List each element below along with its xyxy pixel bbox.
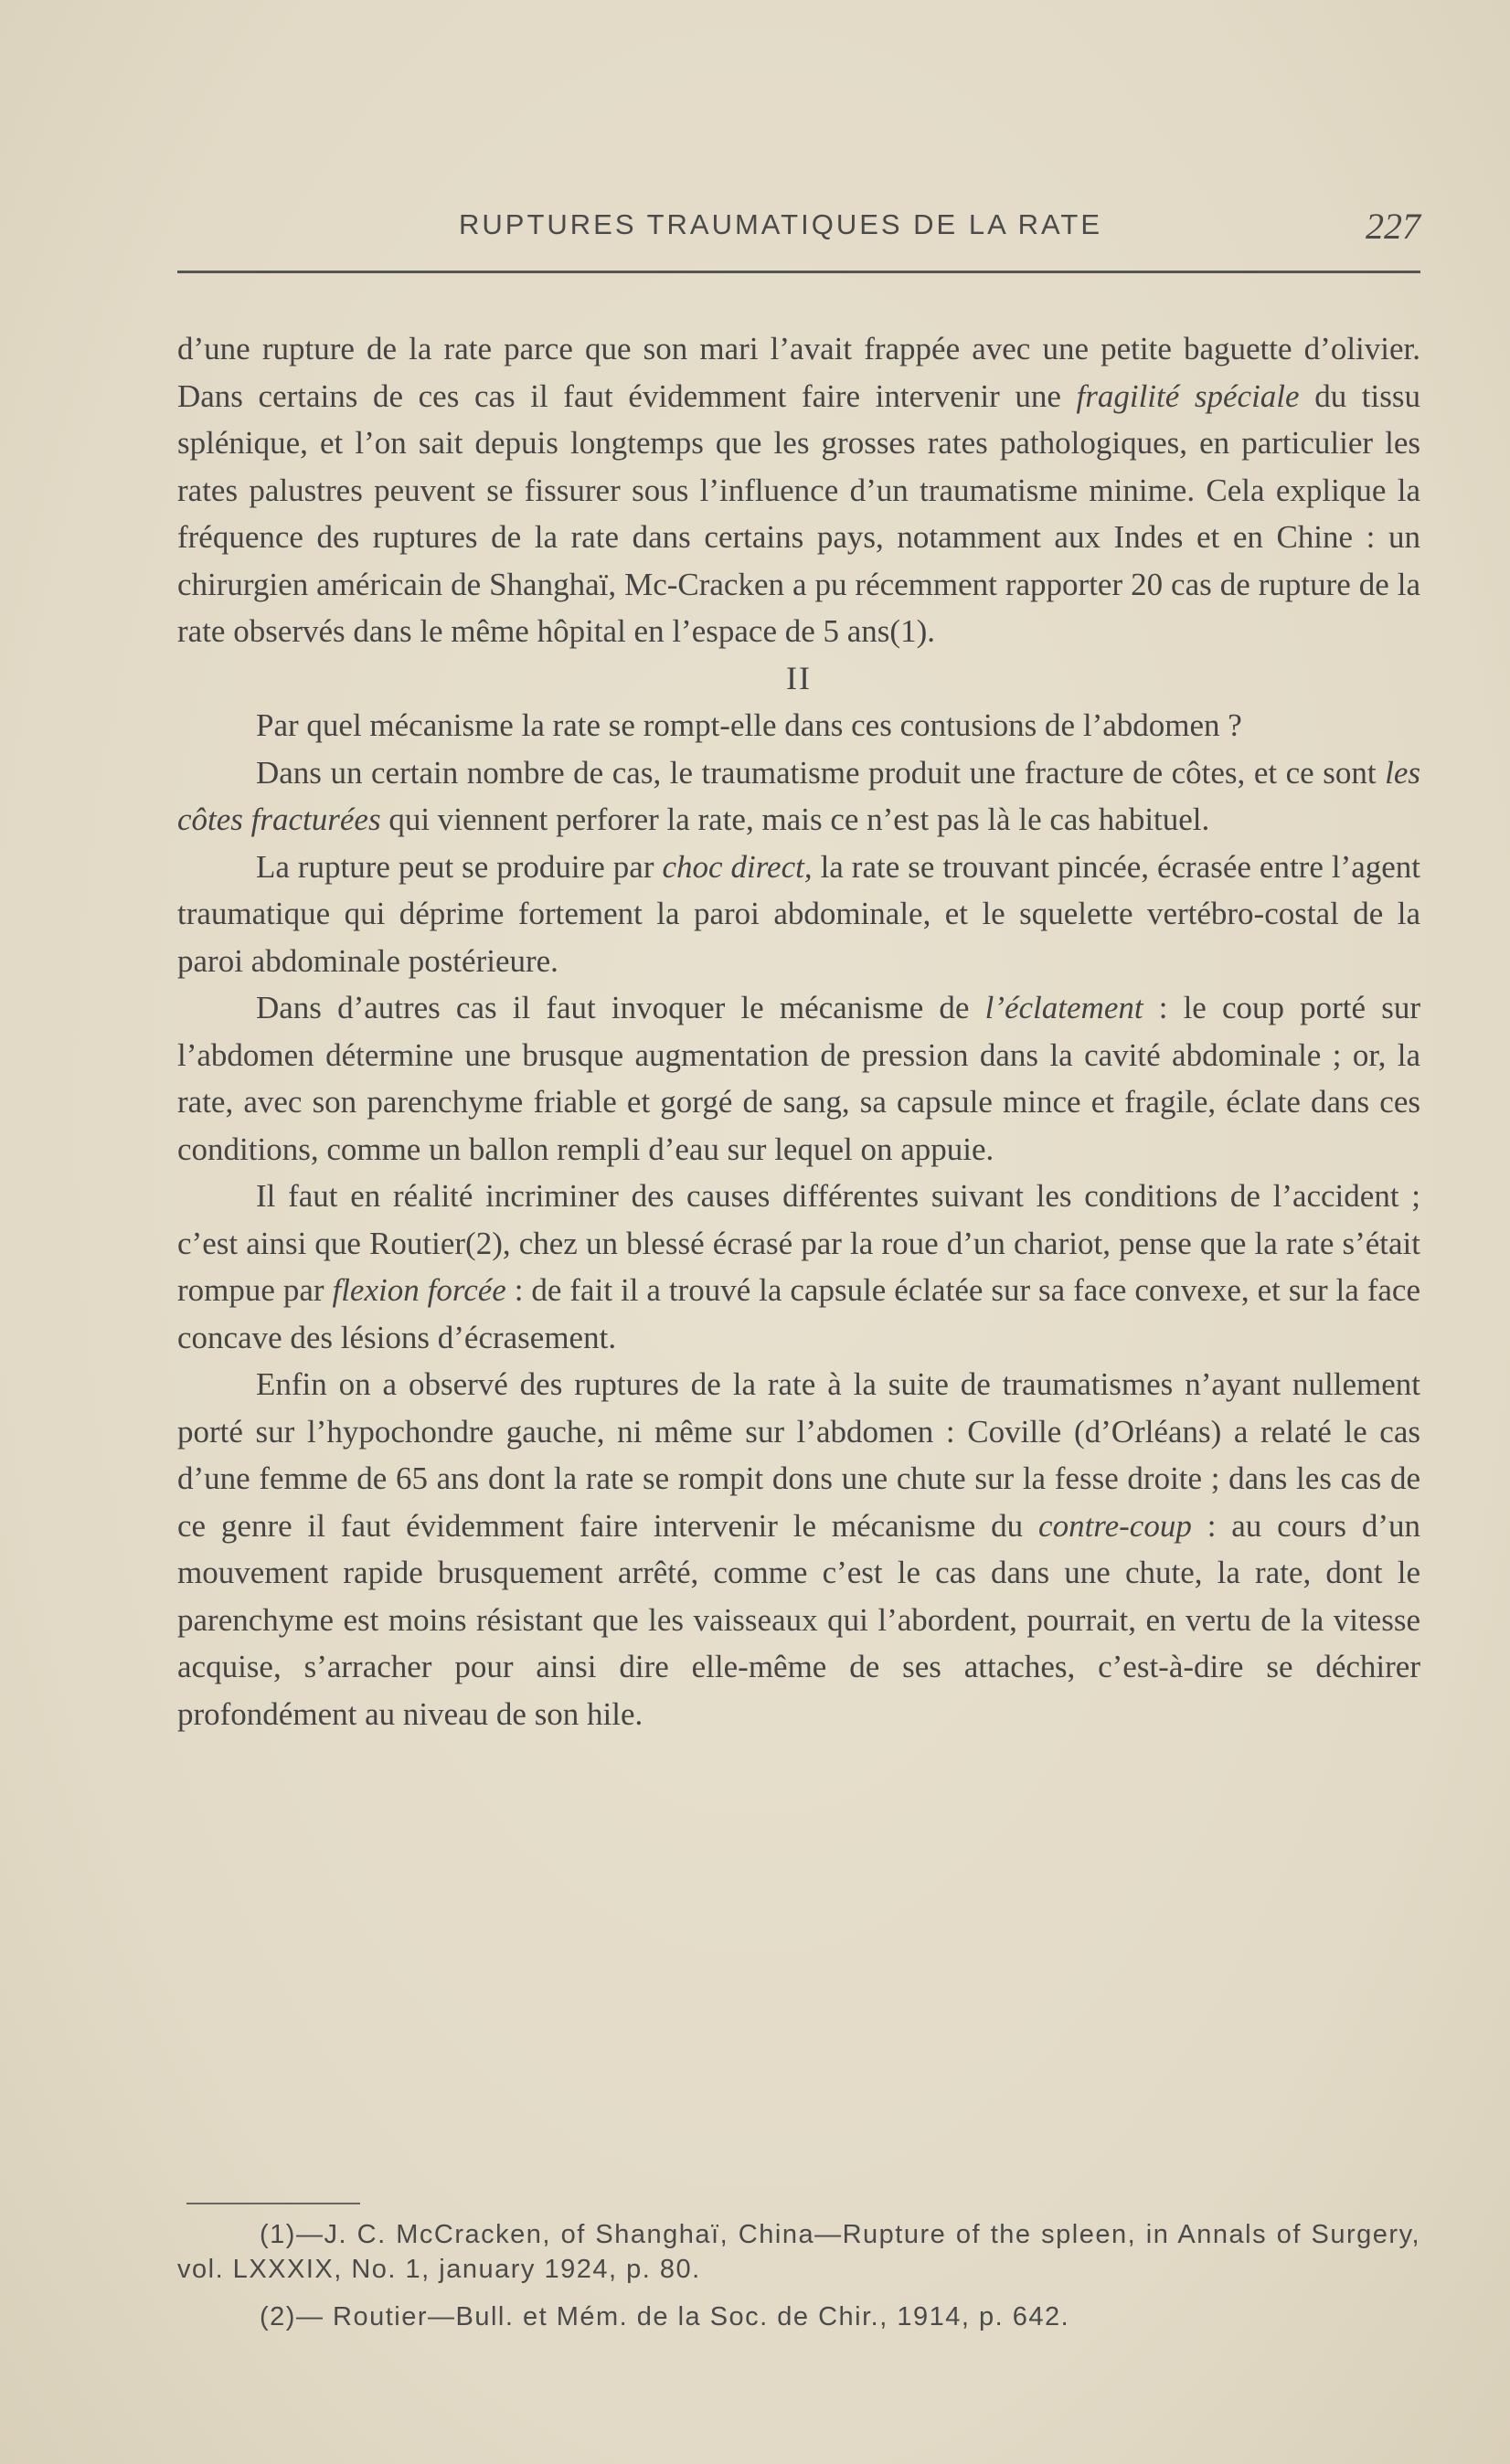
paragraph-7-end: : au cours d’un mouvement rapide brusquement arrêté, comme c’est le cas dans une chute, la rate, dont le parenchyme est moins résistant que les vaisseaux qui l’abordent, pourrait, en vertu de la vitesse acquise, s’arracher pour ainsi dire elle-même de ses attaches, c’est-à-dire se déchirer profondément au niveau de son hile.: [177, 1507, 1420, 1732]
paragraph-2: Par quel mécanisme la rate se rompt-elle dans ces contusions de l’abdomen ?: [256, 707, 1242, 743]
paragraph-3-emphasis: les côtes fracturées: [177, 754, 1420, 837]
paragraph-6-emphasis: flexion forcée: [332, 1272, 506, 1308]
paragraph-7-emphasis: contre-coup: [1038, 1507, 1192, 1544]
running-title: RUPTURES TRAUMATIQUES DE LA RATE: [459, 208, 1103, 240]
paragraph-4-emphasis: choc direct,: [662, 848, 813, 885]
paragraph-5-emphasis: l’éclatement: [984, 990, 1143, 1025]
paragraph-4-end: la rate se trouvant pincée, écrasée entre l’agent traumatique qui déprime fortement la paroi abdominale, et le squelette vertébro-costal de la paroi abdominale postérieure.: [177, 848, 1420, 979]
header-rule: [177, 271, 1420, 273]
footnote-1: (1)—J. C. McCracken, of Shanghaï, China—Rupture of the spleen, in Annals of Surgery, vol. LXXXIX, No. 1, january 1924, p. 80.: [177, 2220, 1420, 2284]
paragraph-4-start: La rupture peut se produire par: [256, 848, 663, 885]
paragraph-6: [177, 1173, 1420, 1361]
paragraph-1-end: du tissu splénique, et l’on sait depuis longtemps que les grosses rates pathologiques, en particulier les rates palustres peuvent se fissurer sous l’influence d’un traumatisme minime. Cela explique la fréquence des ruptures de la rate dans certains pays, notamment aux Indes et en Chine : un chirurgien américain de Shanghaï, Mc-Cracken a pu récemment rapporter 20 cas de rupture de la rate observés dans le même hôpital en l’espace de 5 ans(1).: [177, 377, 1420, 649]
paragraph-7-start: Enfin on a observé des ruptures de la rate à la suite de traumatismes n’ayant nullement porté sur l’hypochondre gauche, ni même sur l’abdomen : Coville (d’Orléans) a relaté le cas d’une femme de 65 ans dont la rate se rompit dons une chute sur la fesse droite ; dans les cas de ce genre il faut évidemment faire intervenir le mécanisme du: [177, 1366, 1420, 1544]
paragraph-6-start: Il faut en réalité incriminer des causes différentes suivant les conditions de l’accident ; c’est ainsi que Routier(2), chez un blessé écrasé par la roue d’un chariot, pense que la rate s’était rompue par: [177, 1178, 1420, 1308]
footnote-2: (2)— Routier—Bull. et Mém. de la Soc. de Chir., 1914, p. 642.: [260, 2302, 1070, 2331]
paragraph-3-end: qui viennent perforer la rate, mais ce n’est pas là le cas habituel.: [380, 802, 1210, 837]
paragraph-6-end: : de fait il a trouvé la capsule éclatée sur sa face convexe, et sur la face concave des lésions d’écrasement.: [177, 1272, 1420, 1355]
paragraph-1-start: d’une rupture de la rate parce que son mari l’avait frappée avec une petite baguette d’olivier. Dans certains de ces cas il faut évidemment faire intervenir une: [177, 331, 1420, 414]
paragraph-7: [177, 1361, 1420, 1737]
paragraph-3-start: Dans un certain nombre de cas, le traumatisme produit une fracture de côtes, et ce sont: [256, 754, 1386, 791]
page-header: [267, 208, 1420, 249]
paragraph-1-emphasis: fragilité spéciale: [1076, 377, 1300, 414]
section-heading: II: [786, 659, 812, 696]
footnotes: [177, 2217, 1420, 2347]
paragraph-1: [177, 325, 1420, 655]
paragraph-5-end: : le coup porté sur l’abdomen détermine une brusque augmentation de pression dans la cavité abdominale ; or, la rate, avec son parenchyme friable et gorgé de sang, sa capsule mince et fragile, éclate dans ces conditions, comme un ballon rempli d’eau sur lequel on appuie.: [177, 990, 1420, 1167]
paragraph-5: [177, 984, 1420, 1173]
page-number: 227: [1366, 206, 1420, 247]
paragraph-3: [177, 749, 1420, 844]
paragraph-4: [177, 844, 1420, 985]
body-text: [177, 325, 1420, 1737]
footnote-rule: [186, 2203, 360, 2204]
paragraph-5-start: Dans d’autres cas il faut invoquer le mécanisme de: [256, 990, 985, 1025]
